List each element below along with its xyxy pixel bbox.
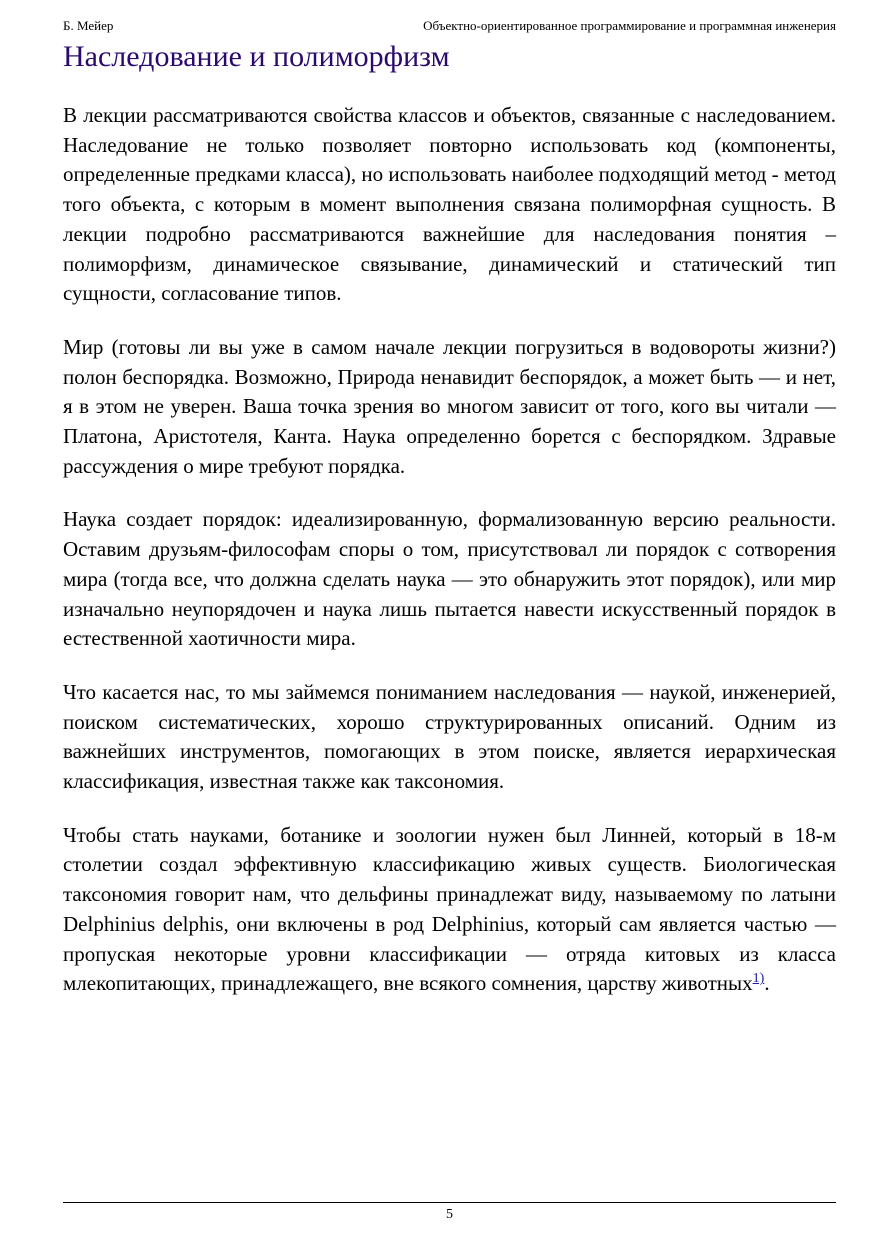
paragraph-4: Что касается нас, то мы займемся пониманием наследования — наукой, инженерией, поиском систематических, хорошо структурированных описаний. Одним из важнейших инструментов, помогающих в этом поиске, является иерархическая классификация, известная также как таксономия. — [63, 679, 836, 794]
paragraph-5 — [63, 821, 836, 999]
paragraph-3: Наука создает порядок: идеализированную, формализованную версию реальности. Оставим друзьям-философам споры о том, присутствовал ли порядок с сотворения мира (тогда все, что должна сделать наука — это обнаружить этот порядок), или мир изначально неупорядочен и наука лишь пытается навести искусственный порядок в естественной хаотичности мира. — [63, 507, 836, 651]
paragraph-2: Мир (готовы ли вы уже в самом начале лекции погрузиться в водовороты жизни?) полон беспорядка. Возможно, Природа ненавидит беспорядок, а может быть — и нет, я в этом не уверен. Ваша точка зрения во многом зависит от того, кого вы читали — Платона, Аристотеля, Канта. Наука определенно борется с беспорядком. Здравые рассуждения о мире требуют порядка. — [63, 334, 836, 478]
header-book-title: Объектно-ориентированное программирование и программная инженерия — [423, 18, 836, 33]
paragraph-1: В лекции рассматриваются свойства классов и объектов, связанные с наследованием. Наследование не только позволяет повторно использовать код (компоненты, определенные предками класса), но использовать наиболее подходящий метод - метод того объекта, с которым в момент выполнения связана полиморфная сущность. В лекции подробно рассматриваются важнейшие для наследования понятия – полиморфизм, динамическое связывание, динамический и статический тип сущности, согласование типов. — [63, 103, 836, 306]
running-header — [63, 16, 836, 36]
page-title: Наследование и полиморфизм — [63, 40, 450, 73]
paragraph-5-ending: . — [764, 971, 770, 996]
footnote-link[interactable]: 1) — [752, 971, 765, 987]
page-number: 5 — [446, 1207, 453, 1222]
header-author: Б. Мейер — [63, 18, 114, 33]
footer-divider — [63, 1202, 836, 1203]
paragraph-5-text: Чтобы стать науками, ботанике и зоологии нужен был Линней, который в 18-м столетии создал эффективную классификацию живых существ. Биологическая таксономия говорит нам, что дельфины принадлежат виду, называемому по латыни Delphinius delphis, они включены в род Delphinius, который сам является частью — пропуская некоторые уровни классификации — отряда китовых из класса млекопитающих, принадлежащего, вне всякого сомнения, царству животных — [63, 822, 836, 996]
lecture-body — [63, 101, 836, 1023]
